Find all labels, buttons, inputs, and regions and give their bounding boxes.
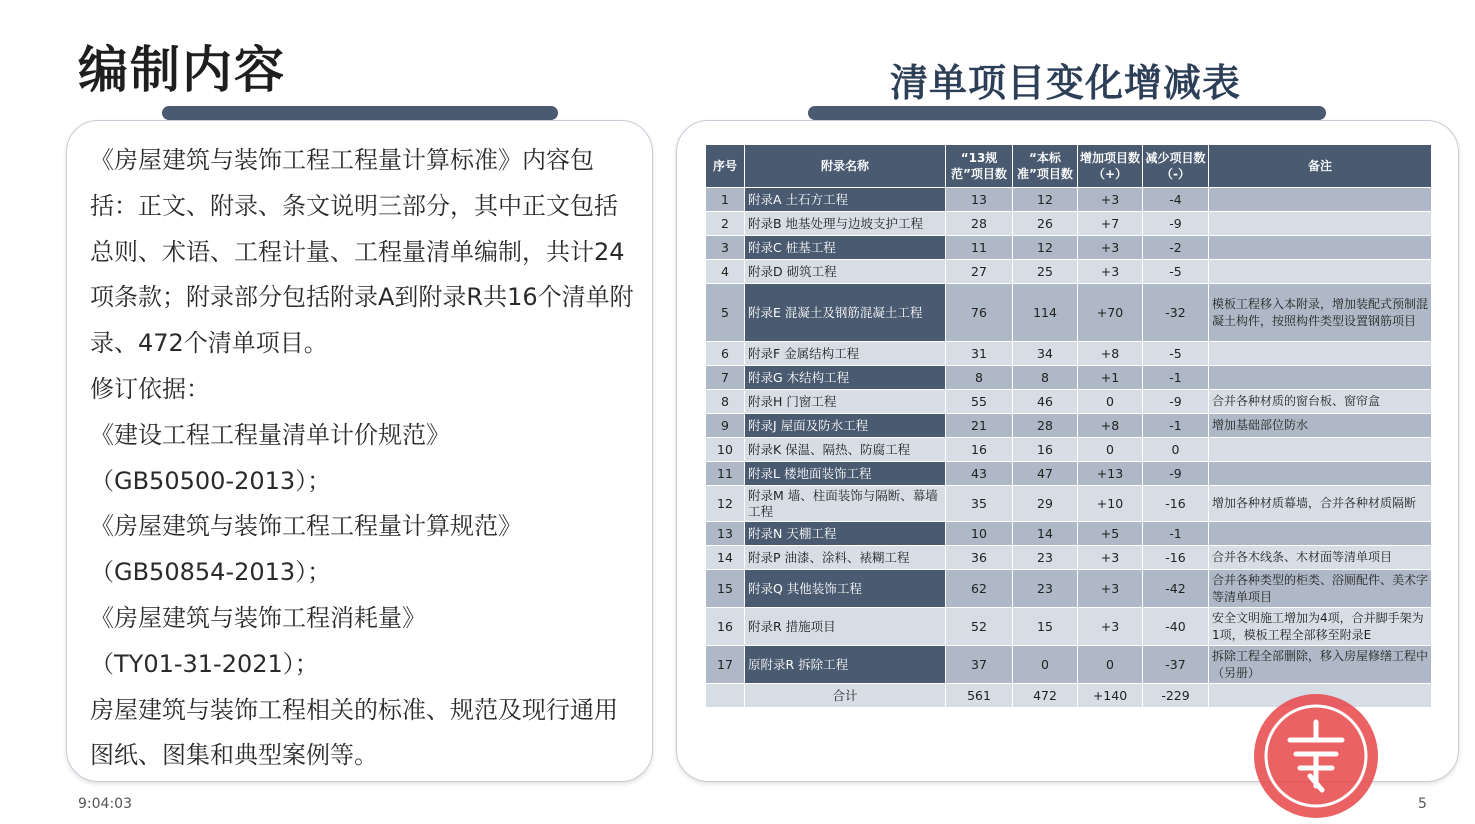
removed-count-cell: -5	[1143, 260, 1209, 284]
removed-count-cell: -16	[1143, 486, 1209, 522]
total-old: 561	[946, 684, 1013, 708]
remark-cell: 拆除工程全部删除，移入房屋修缮工程中（另册）	[1209, 646, 1432, 684]
appendix-name-cell: 附录E 混凝土及钢筋混凝土工程	[745, 284, 946, 342]
row-number-cell: 6	[706, 342, 745, 366]
old-count-cell: 35	[946, 486, 1013, 522]
table-row	[706, 570, 1432, 608]
table-row	[706, 390, 1432, 414]
old-count-cell: 13	[946, 188, 1013, 212]
remark-cell: 增加各种材质幕墙，合并各种材质隔断	[1209, 486, 1432, 522]
change-table	[705, 144, 1432, 708]
appendix-name-cell: 附录P 油漆、涂料、裱糊工程	[745, 546, 946, 570]
table-row	[706, 260, 1432, 284]
appendix-name-cell: 附录F 金属结构工程	[745, 342, 946, 366]
removed-count-cell: -16	[1143, 546, 1209, 570]
row-number-cell: 16	[706, 608, 745, 646]
new-count-cell: 15	[1013, 608, 1078, 646]
remark-cell	[1209, 342, 1432, 366]
remark-cell	[1209, 366, 1432, 390]
appendix-name-cell: 附录J 屋面及防水工程	[745, 414, 946, 438]
row-number-cell: 3	[706, 236, 745, 260]
table-row	[706, 284, 1432, 342]
table-row	[706, 342, 1432, 366]
new-count-cell: 16	[1013, 438, 1078, 462]
row-number-cell: 12	[706, 486, 745, 522]
new-count-cell: 12	[1013, 188, 1078, 212]
appendix-name-cell: 附录D 砌筑工程	[745, 260, 946, 284]
removed-count-cell: -4	[1143, 188, 1209, 212]
timestamp: 9:04:03	[78, 796, 132, 812]
added-count-cell: +7	[1078, 212, 1143, 236]
row-number-cell: 10	[706, 438, 745, 462]
added-count-cell: +3	[1078, 260, 1143, 284]
old-count-cell: 62	[946, 570, 1013, 608]
row-number-cell: 15	[706, 570, 745, 608]
added-count-cell: +3	[1078, 546, 1143, 570]
remark-cell: 合并各木线条、木材面等清单项目	[1209, 546, 1432, 570]
new-count-cell: 114	[1013, 284, 1078, 342]
new-count-cell: 23	[1013, 570, 1078, 608]
old-count-cell: 28	[946, 212, 1013, 236]
added-count-cell: +3	[1078, 608, 1143, 646]
appendix-name-cell: 附录M 墙、柱面装饰与隔断、幕墙工程	[745, 486, 946, 522]
removed-count-cell: 0	[1143, 438, 1209, 462]
table-body	[706, 188, 1432, 684]
removed-count-cell: -5	[1143, 342, 1209, 366]
total-new: 472	[1013, 684, 1078, 708]
table-title: 清单项目变化增减表	[890, 61, 1242, 105]
row-number-cell: 8	[706, 390, 745, 414]
new-count-cell: 34	[1013, 342, 1078, 366]
table-row	[706, 366, 1432, 390]
basis-heading: 修订依据：	[90, 374, 210, 403]
page-number: 5	[1418, 796, 1427, 812]
new-count-cell: 26	[1013, 212, 1078, 236]
appendix-name-cell: 附录G 木结构工程	[745, 366, 946, 390]
removed-count-cell: -1	[1143, 414, 1209, 438]
remark-cell	[1209, 260, 1432, 284]
added-count-cell: 0	[1078, 438, 1143, 462]
appendix-name-cell: 附录N 天棚工程	[745, 522, 946, 546]
old-count-cell: 21	[946, 414, 1013, 438]
total-label: 合计	[745, 684, 946, 708]
header-old-count: “13规范”项目数	[946, 145, 1013, 188]
table-title-underline-bar	[808, 106, 1326, 120]
table-row	[706, 486, 1432, 522]
new-count-cell: 12	[1013, 236, 1078, 260]
removed-count-cell: -42	[1143, 570, 1209, 608]
table-row	[706, 438, 1432, 462]
row-number-cell: 2	[706, 212, 745, 236]
remark-cell	[1209, 188, 1432, 212]
old-count-cell: 10	[946, 522, 1013, 546]
added-count-cell: +5	[1078, 522, 1143, 546]
section-title: 编制内容	[78, 41, 286, 99]
basis-item: （GB50500-2013）；	[90, 466, 332, 495]
removed-count-cell: -9	[1143, 390, 1209, 414]
table-row	[706, 462, 1432, 486]
appendix-name-cell: 附录H 门窗工程	[745, 390, 946, 414]
row-number-cell: 1	[706, 188, 745, 212]
added-count-cell: +13	[1078, 462, 1143, 486]
table-row	[706, 522, 1432, 546]
basis-item: （GB50854-2013）；	[90, 558, 332, 587]
remark-cell: 合并各种材质的窗台板、窗帘盒	[1209, 390, 1432, 414]
header-added: 增加项目数（+）	[1078, 145, 1143, 188]
old-count-cell: 16	[946, 438, 1013, 462]
table-row	[706, 646, 1432, 684]
old-count-cell: 8	[946, 366, 1013, 390]
old-count-cell: 55	[946, 390, 1013, 414]
table-row	[706, 188, 1432, 212]
row-number-cell: 5	[706, 284, 745, 342]
row-number-cell: 14	[706, 546, 745, 570]
content-text	[90, 138, 635, 779]
remark-cell: 安全文明施工增加为4项，合并脚手架为1项，模板工程全部移至附录E	[1209, 608, 1432, 646]
new-count-cell: 25	[1013, 260, 1078, 284]
row-number-cell: 17	[706, 646, 745, 684]
intro-paragraph: 《房屋建筑与装饰工程工程量计算标准》内容包括：正文、附录、条文说明三部分，其中正文包括总则、术语、工程计量、工程量清单编制，共计24项条款；附录部分包括附录A到附录R共16个清单附录、472个清单项目。	[90, 146, 634, 358]
basis-item: 房屋建筑与装饰工程相关的标准、规范及现行通用图纸、图集和典型案例等。	[90, 695, 618, 770]
new-count-cell: 46	[1013, 390, 1078, 414]
table-row	[706, 236, 1432, 260]
header-new-count: “本标准”项目数	[1013, 145, 1078, 188]
added-count-cell: +3	[1078, 188, 1143, 212]
table-row	[706, 414, 1432, 438]
remark-cell: 模板工程移入本附录，增加装配式预制混凝土构件，按照构件类型设置钢筋项目	[1209, 284, 1432, 342]
total-no-cell	[706, 684, 745, 708]
remark-cell	[1209, 438, 1432, 462]
old-count-cell: 37	[946, 646, 1013, 684]
added-count-cell: +1	[1078, 366, 1143, 390]
removed-count-cell: -9	[1143, 462, 1209, 486]
added-count-cell: +8	[1078, 414, 1143, 438]
basis-item: 《房屋建筑与装饰工程工程量计算规范》	[90, 512, 522, 541]
removed-count-cell: -40	[1143, 608, 1209, 646]
remark-cell	[1209, 462, 1432, 486]
removed-count-cell: -1	[1143, 366, 1209, 390]
header-remark: 备注	[1209, 145, 1432, 188]
new-count-cell: 23	[1013, 546, 1078, 570]
added-count-cell: +3	[1078, 570, 1143, 608]
appendix-name-cell: 附录A 土石方工程	[745, 188, 946, 212]
table-row	[706, 546, 1432, 570]
old-count-cell: 36	[946, 546, 1013, 570]
table-row	[706, 608, 1432, 646]
added-count-cell: +10	[1078, 486, 1143, 522]
new-count-cell: 28	[1013, 414, 1078, 438]
new-count-cell: 8	[1013, 366, 1078, 390]
removed-count-cell: -37	[1143, 646, 1209, 684]
old-count-cell: 31	[946, 342, 1013, 366]
new-count-cell: 14	[1013, 522, 1078, 546]
appendix-name-cell: 原附录R 拆除工程	[745, 646, 946, 684]
table-header-row	[706, 145, 1432, 188]
old-count-cell: 76	[946, 284, 1013, 342]
total-add: +140	[1078, 684, 1143, 708]
appendix-name-cell: 附录B 地基处理与边坡支护工程	[745, 212, 946, 236]
row-number-cell: 11	[706, 462, 745, 486]
basis-item: 《建设工程工程量清单计价规范》	[90, 420, 450, 449]
old-count-cell: 52	[946, 608, 1013, 646]
row-number-cell: 9	[706, 414, 745, 438]
row-number-cell: 13	[706, 522, 745, 546]
remark-cell: 合并各种类型的柜类、浴厕配件、美术字等清单项目	[1209, 570, 1432, 608]
basis-item: 《房屋建筑与装饰工程消耗量》	[90, 603, 426, 632]
header-name: 附录名称	[745, 145, 946, 188]
new-count-cell: 0	[1013, 646, 1078, 684]
remark-cell: 增加基础部位防水	[1209, 414, 1432, 438]
added-count-cell: 0	[1078, 390, 1143, 414]
old-count-cell: 11	[946, 236, 1013, 260]
appendix-name-cell: 附录L 楼地面装饰工程	[745, 462, 946, 486]
new-count-cell: 29	[1013, 486, 1078, 522]
appendix-name-cell: 附录R 措施项目	[745, 608, 946, 646]
row-number-cell: 4	[706, 260, 745, 284]
remark-cell	[1209, 236, 1432, 260]
removed-count-cell: -1	[1143, 522, 1209, 546]
added-count-cell: +8	[1078, 342, 1143, 366]
header-no: 序号	[706, 145, 745, 188]
added-count-cell: 0	[1078, 646, 1143, 684]
appendix-name-cell: 附录C 桩基工程	[745, 236, 946, 260]
basis-item: （TY01-31-2021）；	[90, 649, 319, 678]
appendix-name-cell: 附录Q 其他装饰工程	[745, 570, 946, 608]
old-count-cell: 43	[946, 462, 1013, 486]
added-count-cell: +70	[1078, 284, 1143, 342]
remark-cell	[1209, 522, 1432, 546]
new-count-cell: 47	[1013, 462, 1078, 486]
removed-count-cell: -32	[1143, 284, 1209, 342]
header-removed: 减少项目数（-）	[1143, 145, 1209, 188]
title-underline-bar	[162, 106, 558, 120]
appendix-name-cell: 附录K 保温、隔热、防腐工程	[745, 438, 946, 462]
removed-count-cell: -2	[1143, 236, 1209, 260]
old-count-cell: 27	[946, 260, 1013, 284]
total-sub: -229	[1143, 684, 1209, 708]
removed-count-cell: -9	[1143, 212, 1209, 236]
row-number-cell: 7	[706, 366, 745, 390]
remark-cell	[1209, 212, 1432, 236]
added-count-cell: +3	[1078, 236, 1143, 260]
table-row	[706, 212, 1432, 236]
red-seal-logo-icon	[1250, 690, 1382, 822]
